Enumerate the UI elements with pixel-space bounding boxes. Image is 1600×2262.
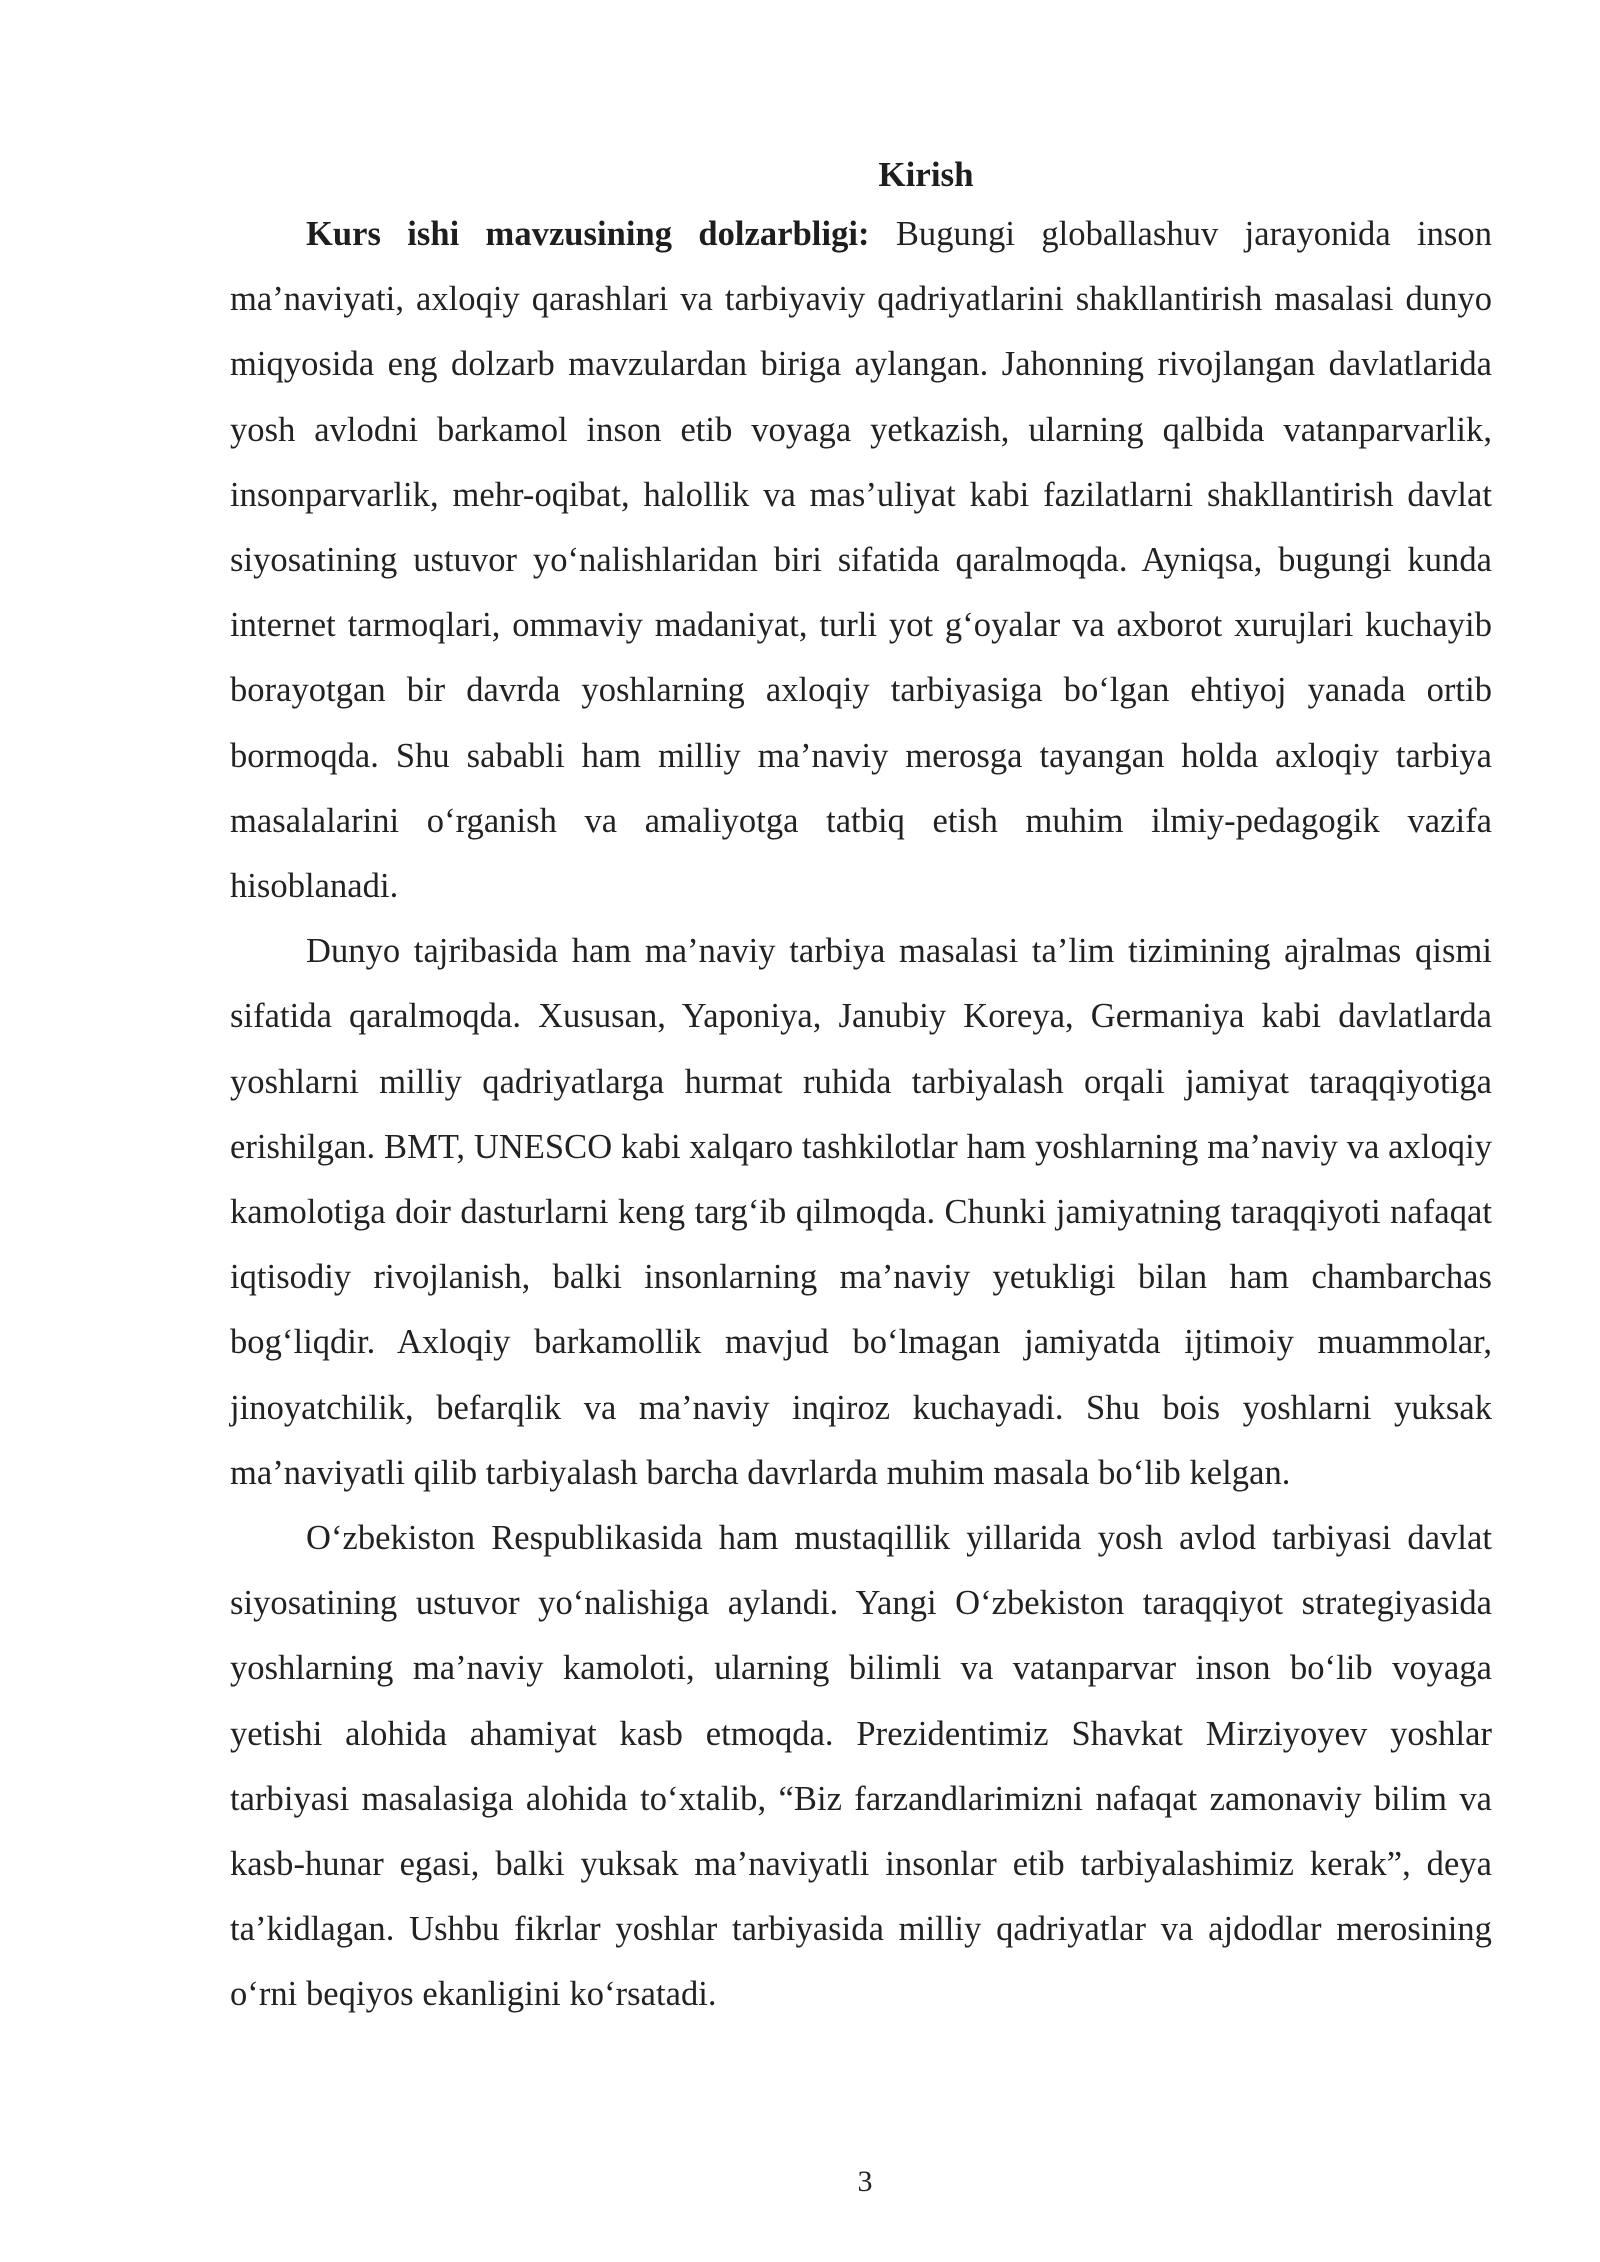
paragraph-relevance <box>230 202 1492 919</box>
paragraph-lead-heading: Kurs ishi mavzusining dolzarbligi: <box>306 215 870 253</box>
page-content <box>230 148 1492 2028</box>
paragraph-uzbekistan: O‘zbekiston Respublikasida ham mustaqillik yillarida yosh avlod tarbiyasi davlat siyosatining ustuvor yo‘nalishiga aylandi. Yangi O‘zbekiston taraqqiyot strategiyasida yoshlarning ma’naviy kamoloti, ularning bilimli va vatanparvar inson bo‘lib voyaga yetishi alohida ahamiyat kasb etmoqda. Prezidentimiz Shavkat Mirziyoyev yoshlar tarbiyasi masalasiga alohida to‘xtalib, “Biz farzandlarimizni nafaqat zamonaviy bilim va kasb-hunar egasi, balki yuksak ma’naviyatli insonlar etib tarbiyalashimiz kerak”, deya ta’kidlagan. Ushbu fikrlar yoshlar tarbiyasida milliy qadriyatlar va ajdodlar merosining o‘rni beqiyos ekanligini ko‘rsatadi. <box>230 1519 1492 2014</box>
section-title: Kirish <box>878 155 974 194</box>
paragraph-text: Bugungi globallashuv jarayonida inson ma’naviyati, axloqiy qarashlari va tarbiyaviy qadriyatlarini shakllantirish masalasi dunyo miqyosida eng dolzarb mavzulardan biriga aylangan. Jahonning rivojlangan davlatlarida yosh avlodni barkamol inson etib voyaga yetkazish, ularning qalbida vatanparvarlik, insonparvarlik, mehr-oqibat, halollik va mas’uliyat kabi fazilatlarni shakllantirish davlat siyosatining ustuvor yo‘nalishlaridan biri sifatida qaralmoqda. Ayniqsa, bugungi kunda internet tarmoqlari, ommaviy madaniyat, turli yot g‘oyalar va axborot xurujlari kuchayib borayotgan bir davrda yoshlarning axloqiy tarbiyasiga bo‘lgan ehtiyoj yanada ortib bormoqda. Shu sababli ham milliy ma’naviy merosga tayangan holda axloqiy tarbiya masalalarini o‘rganish va amaliyotga tatbiq etish muhim ilmiy-pedagogik vazifa hisoblanadi. <box>230 215 1492 906</box>
page-number: 3 <box>857 2165 873 2198</box>
paragraph-world-experience: Dunyo tajribasida ham ma’naviy tarbiya masalasi ta’lim tizimining ajralmas qismi sifatida qaralmoqda. Xususan, Yaponiya, Janubiy Koreya, Germaniya kabi davlatlarda yoshlarni milliy qadriyatlarga hurmat ruhida tarbiyalash orqali jamiyat taraqqiyotiga erishilgan. BMT, UNESCO kabi xalqaro tashkilotlar ham yoshlarning ma’naviy va axloqiy kamolotiga doir dasturlarni keng targ‘ib qilmoqda. Chunki jamiyatning taraqqiyoti nafaqat iqtisodiy rivojlanish, balki insonlarning ma’naviy yetukligi bilan ham chambarchas bog‘liqdir. Axloqiy barkamollik mavjud bo‘lmagan jamiyatda ijtimoiy muammolar, jinoyatchilik, befarqlik va ma’naviy inqiroz kuchayadi. Shu bois yoshlarni yuksak ma’naviyatli qilib tarbiyalash barcha davrlarda muhim masala bo‘lib kelgan. <box>230 932 1492 1492</box>
